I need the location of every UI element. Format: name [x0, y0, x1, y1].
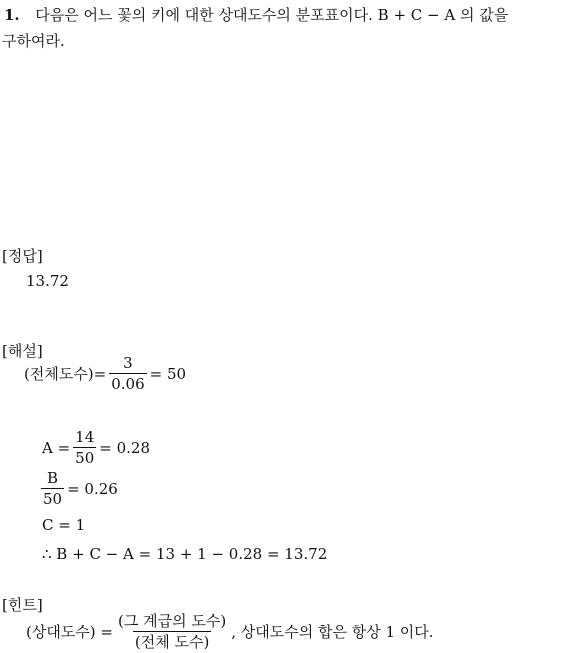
b-denominator: 50 [43, 490, 63, 508]
a-fraction [73, 428, 96, 467]
problem-text: 다음은 어느 꽃의 키에 대한 상대도수의 분포표이다. B + C − A 의 값을 [35, 6, 509, 24]
answer-header: [정답] [2, 247, 43, 265]
b-equation [38, 469, 118, 508]
b-rhs: = 0.26 [67, 479, 118, 498]
hint-numerator: (그 계급의 도수) [118, 612, 227, 630]
hint-lhs: (상대도수) = [26, 623, 114, 641]
a-lhs: A = [42, 438, 71, 457]
total-denominator: 0.06 [111, 375, 145, 393]
solution-header: [해설] [2, 342, 43, 360]
a-equation [42, 428, 150, 467]
a-rhs: = 0.28 [99, 438, 151, 457]
answer-value: 13.72 [26, 272, 69, 290]
therefore-equation: ∴ B + C − A = 13 + 1 − 0.28 = 13.72 [42, 545, 328, 563]
total-frequency-equation [24, 354, 186, 393]
problem-line-2: 구하여라. [2, 32, 65, 50]
problem-number: 1. [4, 6, 20, 24]
a-numerator: 14 [75, 428, 95, 446]
total-fraction [109, 354, 146, 393]
total-rhs: = 50 [149, 364, 187, 383]
total-numerator: 3 [123, 354, 133, 372]
total-lhs: (전체도수)= [24, 365, 107, 383]
problem-line-1 [4, 4, 508, 25]
hint-fraction [116, 612, 228, 651]
hint-header: [힌트] [2, 596, 43, 614]
hint-denominator: (전체 도수) [134, 633, 210, 651]
b-numerator: B [47, 469, 59, 487]
hint-equation [26, 612, 434, 651]
b-fraction [41, 469, 64, 508]
hint-rhs: , 상대도수의 합은 항상 1 이다. [231, 623, 434, 641]
a-denominator: 50 [75, 449, 95, 467]
c-equation: C = 1 [42, 516, 86, 534]
